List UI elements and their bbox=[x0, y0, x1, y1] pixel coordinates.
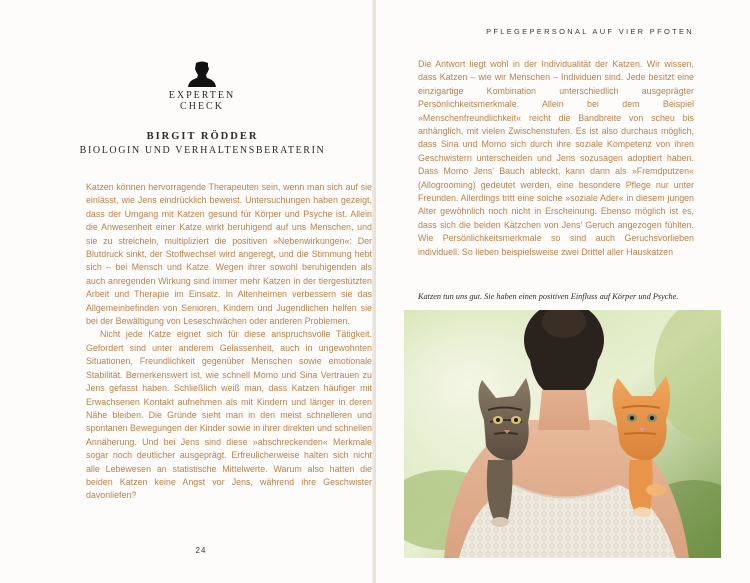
expert-name: BIRGIT RÖDDER bbox=[146, 131, 259, 142]
running-header: PFLEGEPERSONAL AUF VIER PFOTEN bbox=[486, 27, 694, 36]
right-body-text bbox=[418, 58, 694, 259]
person-silhouette-icon bbox=[187, 60, 217, 88]
left-page bbox=[0, 0, 374, 583]
left-paragraph-1: Katzen können hervorragende Therapeuten sein, wenn man sich auf sie einlässt, wie Jens eindrücklich beweist. Untersuchungen haben gezeigt, dass der Umgang mit Katzen gesund für Körper und Psyche ist. Allein die Anwesenheit einer Katze wirkt beruhigend auf uns Menschen, und sie zu streicheln, multipliziert die positiven »Nebenwirkungen«: Der Blutdruck sinkt, der Stoffwechsel wird angeregt, und die Stimmung hebt sich – bei Mensch und Katze. Wegen ihrer sowohl beruhigenden als auch anregenden Wirkung sind immer mehr Katzen in der tiergestützten Arbeit und Therapie im Einsatz. In Altenheimen verbessern sie das Allgemeinbefinden von Senioren, Kindern und Jugendlichen helfen sie bei der Bewältigung von Leseschwächen oder anderen Problemen. bbox=[86, 182, 372, 327]
photo-woman-with-kittens bbox=[404, 310, 721, 558]
right-paragraph: Die Antwort liegt wohl in der Individualität der Katzen. Wir wissen, dass Katzen – wie wir Menschen – Individuen sind. Jede besitzt eine einzigartige Kombination unterschiedlich ausgeprägter Persönlichkeitsmerkmale. Allein bei dem Beispiel »Menschenfreundlichkeit« reicht die Bandbreite von scheu bis anhänglich, mit vielen Zwischenstufen. Es ist also durchaus möglich, dass Sina und Momo sich durch ihre soziale Kompetenz von ihren Geschwistern unterscheiden und Jens sozusagen adoptiert haben. Dass Momo Jens' Bauch ableckt, kann dann als »Fremdputzen« (Allogrooming) gedeutet werden, eine besondere Pflege nur unter Freunden. Allerdings tritt eine solche »soziale Ader« in diesem jungen Alter gewöhnlich noch nicht in Erscheinung. Ebenso möglich ist es, dass sich die beiden Kätzchen von Jens' Geruch angezogen fühlten. Wie Persönlichkeitsmerkmale so sind auch Geruchsvorlieben individuell. So lieben beispielsweise zwei Drittel aller Hauskatzen bbox=[418, 59, 694, 257]
page-number: 24 bbox=[195, 546, 207, 555]
expert-label-line2: CHECK bbox=[180, 101, 224, 112]
photo-illustration bbox=[404, 310, 721, 558]
expert-role: BIOLOGIN UND VERHALTENSBERATERIN bbox=[79, 145, 326, 156]
left-body-text bbox=[86, 181, 372, 503]
left-paragraph-2: Nicht jede Katze eignet sich für diese anspruchsvolle Tätigkeit. Gefordert sind unter anderem Gelassenheit, auch in ungewohnten Situationen, Freundlichkeit gegenüber Menschen sowie emotionale Stabilität. Bemerkenswert ist, wie schnell Momo und Sina Vertrauen zu Jens gefasst haben. Schließlich weiß man, dass Katzen häufiger mit Erwachsenen Kontakt aufnehmen als mit Kindern und länger in deren Nähe bleiben. Die Gründe sieht man in den meist schnelleren und spontanen Bewegungen der Kinder sowie in ihrer direkten und schnellen Annäherung. Und bei Jens sind diese »abschreckenden« Merkmale sogar noch deutlicher ausgeprägt. Erfreulicherweise halten sich nicht alle Lebewesen an statistische Mittelwerte. Warum also hatten die beiden Katzen keine Angst vor Jens, während ihre Geschwister davonliefen? bbox=[86, 329, 372, 501]
photo-caption: Katzen tun uns gut. Sie haben einen positiven Einfluss auf Körper und Psyche. bbox=[418, 292, 679, 301]
expert-label-line1: EXPERTEN bbox=[168, 90, 236, 101]
expert-check-label bbox=[147, 90, 257, 112]
